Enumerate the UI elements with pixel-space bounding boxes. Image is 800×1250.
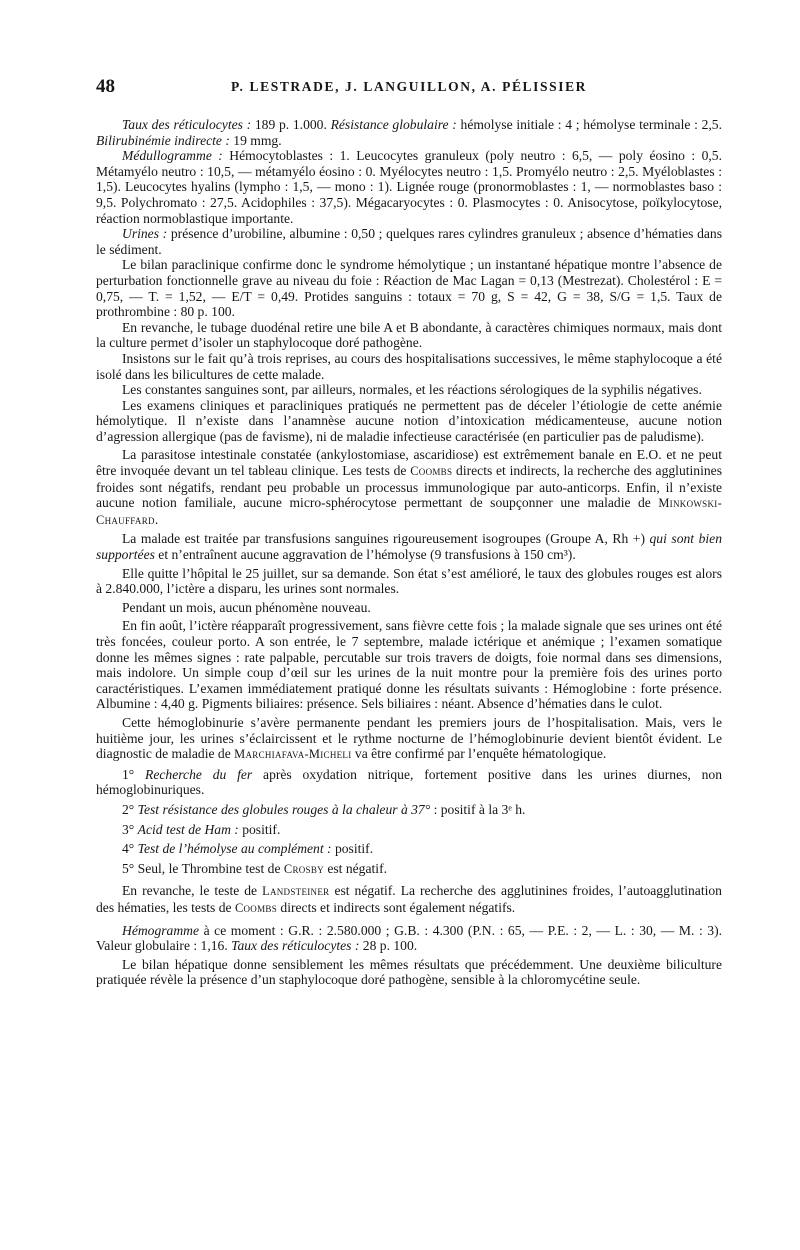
paragraph-examens: Les examens cliniques et paracliniques pratiqués ne permettent pas de déceler l’étiologie de cette anémie hémolytique. Il n’existe dans l’anamnèse aucune notion d’intoxication médicamenteuse, aucune notion d’agression allergique (pas de favisme), ni de maladie infectieuse caractérisée (en particulier pas de paludisme). bbox=[96, 397, 722, 444]
paragraph-landsteiner: En revanche, le teste de Landsteiner est négatif. La recherche des agglutinines froides, l’autoagglutination des hématies, les tests de Coombs directs et indirects sont également négatifs. bbox=[96, 883, 722, 915]
list-item: 1° Recherche du fer après oxydation nitrique, fortement positive dans les urines diurnes, non hémoglobinuriques. bbox=[96, 766, 722, 798]
paragraph-bilan-hepatique: Le bilan hépatique donne sensiblement les mêmes résultats que précédemment. Une deuxième biliculture pratiquée révèle la présence d’un staphylocoque doré pathogène, sensible à la chloromycétine seule. bbox=[96, 956, 722, 988]
paragraph-constantes: Les constantes sanguines sont, par ailleurs, normales, et les réactions sérologiques de la syphilis négatives. bbox=[122, 382, 702, 398]
paragraph-transfusions: La malade est traitée par transfusions sanguines rigoureusement isogroupes (Groupe A, Rh +) qui sont bien supportées et n’entraînent aucune aggravation de l’hémolyse (9 transfusions à 150 cm³). bbox=[96, 531, 722, 563]
running-head: P. LESTRADE, J. LANGUILLON, A. PÉLISSIER bbox=[230, 79, 588, 94]
test-list bbox=[96, 767, 722, 878]
page-number: 48 bbox=[96, 76, 115, 97]
paragraph-reticulocytes: Taux des réticulocytes : 189 p. 1.000. Résistance globulaire : hémolyse initiale : 4 ; hémolyse terminale : 2,5. Bilirubinémie indirecte : 19 mmg. bbox=[96, 117, 722, 148]
paragraph-tubage: En revanche, le tubage duodénal retire une bile A et B abondante, à caractères chimiques normaux, mais dont la culture permet d’isoler un staphylocoque doré pathogène. bbox=[96, 319, 722, 351]
paragraph-hemoglobinurie: Cette hémoglobinurie s’avère permanente pendant les premiers jours de l’hospitalisation. Mais, vers le huitième jour, les urines s’éclaircissent et le rythme nocturne de l’hémoglobinurie devient bientôt évident. Le diagnostic de maladie de Marchiafava-Micheli va être confirmé par l’enquête hématologique. bbox=[96, 714, 722, 762]
list-item: 4° Test de l’hémolyse au complément : positif. bbox=[122, 841, 374, 857]
paragraph-sortie: Elle quitte l’hôpital le 25 juillet, sur sa demande. Son état s’est amélioré, le taux des globules rouges est alors à 2.840.000, l’ictère a disparu, les urines sont normales. bbox=[96, 565, 722, 597]
paragraph-insistons: Insistons sur le fait qu’à trois reprises, au cours des hospitalisations successives, le même staphylocoque a été isolé dans les bilicultures de cette malade. bbox=[96, 350, 722, 382]
page-header bbox=[96, 76, 722, 100]
paragraph-fin-aout: En fin août, l’ictère réapparaît progressivement, sans fièvre cette fois ; la malade signale que ses urines ont été très foncées, couleur porto. A son entrée, le 7 septembre, malade ictérique et anémique ; l’examen somatique donne les mêmes signes : rate palpable, percutable sur trois travers de doigts, foie normal dans ses dimensions, mais indolore. Un simple coup d’œil sur les urines de la nuit montre pour la première fois des urines porto caractéristiques. L’examen immédiatement pratiqué donne les résultats suivants : Hémoglobine : forte présence. Albumine : 4,40 g. Pigments biliaires: présence. Sels biliaires : néant. Absence d’hématies dans le culot. bbox=[96, 618, 722, 712]
paragraph-pendant-un-mois: Pendant un mois, aucun phénomène nouveau. bbox=[122, 599, 371, 615]
paragraph-bilan-paraclinique: Le bilan paraclinique confirme donc le syndrome hémolytique ; un instantané hépatique montre l’absence de perturbation fonctionnelle grave au niveau du foie : Réaction de Mac Lagan = 0,13 (Mestrezat). Cholestérol : E = 0,75, — T. = 1,52, — E/T = 0,49. Protides sanguins : totaux = 70 g, S = 42, G = 38, S/G = 1,5. Taux de prothrombine : 80 p. 100. bbox=[96, 257, 722, 320]
list-item: 3° Acid test de Ham : positif. bbox=[122, 821, 281, 837]
list-item: 2° Test résistance des globules rouges à la chaleur à 37° : positif à la 3ᵉ h. bbox=[122, 801, 526, 817]
list-item: 5° Seul, le Thrombine test de Crosby est négatif. bbox=[122, 860, 387, 876]
paragraph-parasitose: La parasitose intestinale constatée (ankylostomiase, ascaridiose) est extrêmement banale en E.O. et ne peut être invoquée devant un tel tableau clinique. Les tests de Coombs directs et indirects, la recherche des agglutinines froides sont négatifs, rendant peu probable un processus immunologique par auto-anticorps. Enfin, il n’existe aucune notion familiale, aucune micro-sphérocytose permettant de soupçonner une maladie de Minkowski-Chauffard. bbox=[96, 447, 722, 527]
paragraph-hemogramme: Hémogramme à ce moment : G.R. : 2.580.000 ; G.B. : 4.300 (P.N. : 65, — P.E. : 2, — L. : 30, — M. : 3). Valeur globulaire : 1,16. Taux des réticulocytes : 28 p. 100. bbox=[96, 922, 722, 954]
paragraph-urines: Urines : présence d’urobiline, albumine : 0,50 ; quelques rares cylindres granuleux ; absence d’hématies dans le sédiment. bbox=[96, 226, 722, 257]
article-body bbox=[96, 117, 722, 988]
paragraph-medullogramme: Médullogramme : Hémocytoblastes : 1. Leucocytes granuleux (poly neutro : 6,5, — poly éosino : 0,5. Métamyélo neutro : 10,5, — métamyélo éosino : 0. Myélocytes neutro : 1,5. Promyélo neutro : 2,5. Myéloblastes : 1,5). Leucocytes hyalins (lympho : 1,5, — mono : 1). Lignée rouge (pronormoblastes : 1, — normoblastes baso : 9,5. Polychromato : 27,5. Acidophiles : 37,5). Mégacaryocytes : 0. Plasmocytes : 0. Anisocytose, poïkylocytose, réaction normoblastique importante. bbox=[96, 148, 723, 226]
